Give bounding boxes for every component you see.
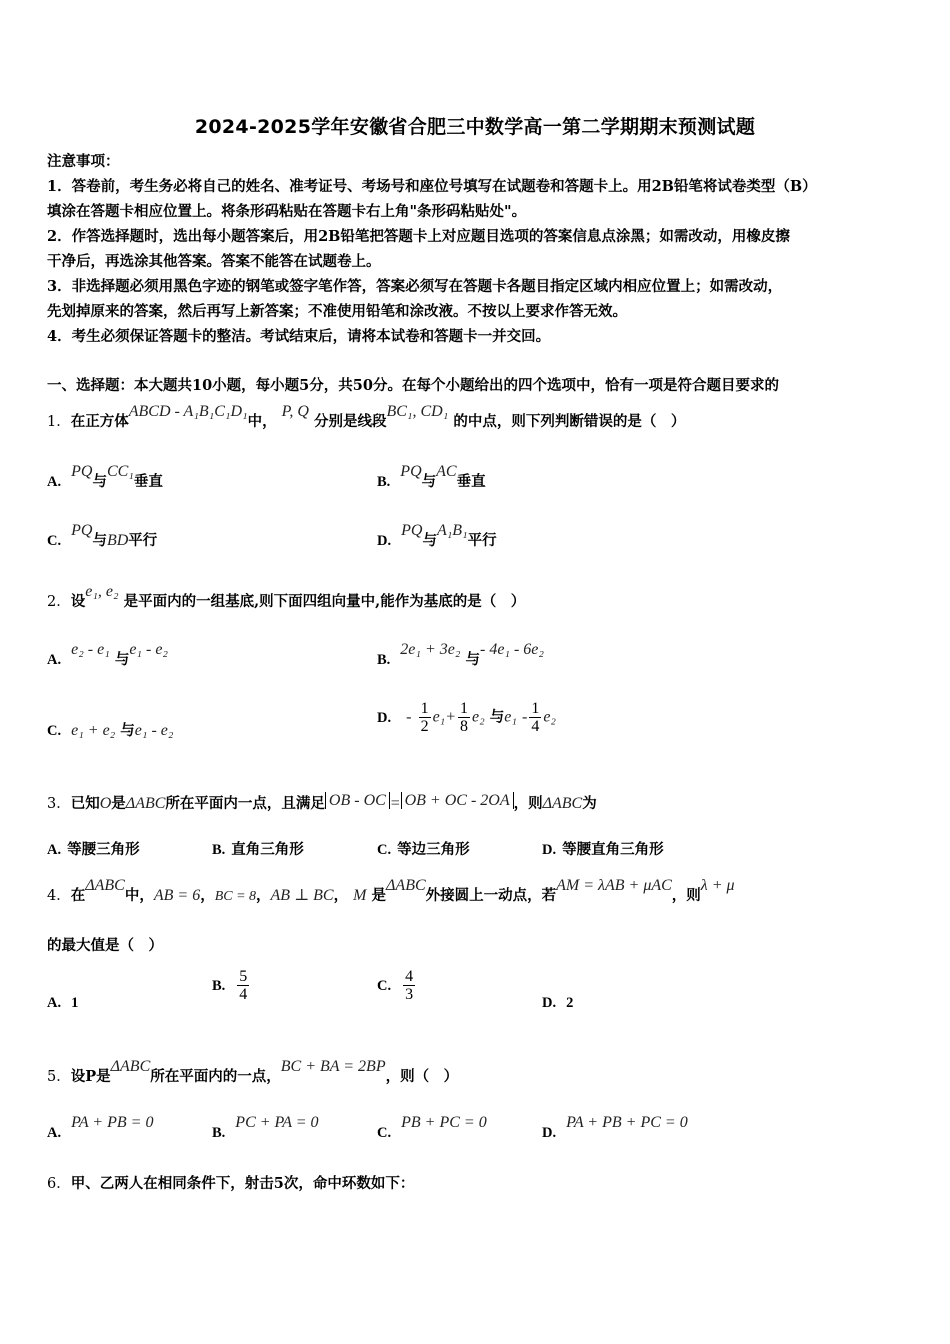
question-4 [47, 877, 735, 905]
math-expr: e₁ [432, 708, 446, 726]
option-label: B. [212, 977, 226, 994]
option-label: A. [47, 842, 62, 858]
question-text: ，则 [513, 795, 543, 812]
math-expr: PB + PC = 0 [401, 1114, 487, 1131]
option-text: 与 [489, 708, 505, 726]
question-number: 5． [47, 1069, 71, 1085]
option-b [212, 968, 251, 1003]
option-label: C. [47, 533, 62, 549]
option-label: B. [377, 474, 391, 490]
math-expr: PQ [400, 463, 422, 480]
math-expr: e₂ [472, 708, 485, 726]
option-label: D. [542, 1125, 557, 1141]
math-expr: CC₁ [106, 463, 134, 480]
question-text: ， [333, 887, 349, 904]
fraction [529, 700, 541, 735]
option-a [47, 463, 163, 491]
option-text: 与 [120, 722, 135, 739]
numerator: 5 [239, 968, 248, 985]
question-number: 4． [47, 888, 71, 904]
question-text: 所在平面内的一点， [150, 1068, 281, 1085]
option-a [47, 641, 168, 669]
question-4-continued [47, 934, 163, 955]
option-text: 与 [465, 651, 480, 668]
option-text: 与 [422, 532, 437, 549]
numerator: 1 [420, 700, 429, 717]
option-d [542, 838, 664, 859]
option-label: B. [212, 1125, 226, 1141]
numerator: 4 [405, 968, 414, 985]
option-b [377, 641, 544, 669]
minus-sign: - [522, 708, 528, 726]
math-equals: = [389, 795, 401, 812]
math-expr: ΔABC [386, 877, 426, 894]
option-c [47, 522, 158, 550]
math-expr: O [99, 795, 112, 812]
option-label: A. [47, 474, 62, 490]
question-text: 设P是 [70, 1068, 111, 1085]
question-text: 分别是线段 [313, 413, 387, 430]
option-d [377, 700, 556, 735]
question-text: 的最大值是（ ） [47, 937, 163, 954]
question-text: 外接圆上一动点，若 [425, 887, 557, 904]
question-number: 6． [47, 1176, 71, 1192]
math-abs-expr: OB + OC - 2OA [401, 792, 514, 809]
question-text: 已知 [70, 795, 100, 812]
question-5 [47, 1058, 459, 1086]
option-c [377, 968, 417, 1003]
question-text: 甲、乙两人在相同条件下，射击5次，命中环数如下： [70, 1175, 415, 1192]
option-b [377, 463, 486, 491]
option-text: 2 [566, 995, 574, 1011]
math-expr: PA + PB = 0 [71, 1114, 154, 1131]
option-label: C. [377, 842, 392, 858]
option-b [212, 1114, 319, 1142]
option-label: A. [47, 995, 62, 1011]
option-c [377, 1114, 487, 1142]
math-expr: e₁ - e₂ [129, 641, 168, 658]
option-label: D. [377, 533, 392, 549]
option-text: 平行 [128, 532, 158, 549]
question-text: 中， [247, 413, 277, 430]
question-text: 是平面内的一组基底,则下面四组向量中,能作为基底的是（ ） [123, 593, 526, 610]
option-text: 直角三角形 [231, 841, 304, 858]
question-text: ，则 [671, 887, 701, 904]
option-text: 平行 [467, 532, 497, 549]
option-label: D. [542, 842, 557, 858]
notes-heading: 注意事项： [47, 153, 120, 170]
option-c [47, 719, 173, 740]
math-expr: PC + PA = 0 [235, 1114, 319, 1131]
notes-line: 4．考生必须保证答题卡的整洁。考试结束后，请将本试卷和答题卡一并交回。 [47, 328, 551, 345]
math-expr: BC = 8 [214, 889, 257, 904]
question-1 [47, 403, 686, 431]
question-text: 在正方体 [70, 413, 129, 430]
page-title: 2024-2025学年安徽省合肥三中数学高一第二学期期末预测试题 [194, 116, 756, 138]
math-expr: BD [106, 532, 129, 549]
question-text: 所在平面内一点，且满足 [165, 795, 325, 812]
question-text: ， [200, 887, 215, 904]
question-text: 为 [582, 795, 597, 812]
option-label: A. [47, 1125, 62, 1141]
option-text: 1 [71, 995, 79, 1011]
math-expr: BC₁, CD₁ [386, 403, 449, 420]
question-number: 3． [47, 796, 71, 812]
math-expr: AC [436, 463, 457, 480]
option-text: 等腰三角形 [67, 841, 140, 858]
math-expr: ΔABC [125, 795, 166, 812]
fraction [403, 968, 415, 1003]
math-expr: ΔABC [542, 795, 583, 812]
notes-line: 先划掉原来的答案，然后再写上新答案；不准使用铅笔和涂改液。不按以上要求作答无效。 [47, 303, 627, 320]
math-expr: ΔABC [110, 1058, 151, 1075]
denominator: 2 [420, 718, 429, 735]
option-text: 与 [92, 473, 107, 490]
math-expr: e₁ - e₂ [134, 722, 174, 739]
option-text: 与 [114, 651, 130, 668]
fraction [458, 700, 470, 735]
math-expr: M [353, 887, 367, 904]
option-label: D. [542, 995, 557, 1011]
notes-line: 1．答卷前，考生务必将自己的姓名、准考证号、考场号和座位号填写在试题卷和答题卡上。用2B铅笔将试卷类型（B） [47, 178, 817, 195]
math-expr: PA + PB + PC = 0 [566, 1114, 688, 1131]
math-expr: e₁ + e₂ [71, 722, 116, 739]
math-abs-expr: OB - OC [325, 792, 390, 809]
plus-sign: + [445, 708, 457, 726]
question-text: ，则（ ） [385, 1068, 459, 1085]
option-text: 与 [421, 473, 437, 490]
option-d [542, 994, 573, 1012]
notes-line: 干净后，再选涂其他答案。答案不能答在试题卷上。 [47, 253, 381, 270]
math-expr: 2e₁ + 3e₂ [400, 641, 461, 658]
section-heading: 一、选择题：本大题共10小题，每小题5分，共50分。在每个小题给出的四个选项中，恰有一项是符合题目要求的 [47, 377, 779, 394]
math-expr: P, Q [281, 403, 309, 420]
option-d [377, 522, 497, 550]
math-expr: AM = λAB + μAC [556, 877, 672, 894]
option-text: 等边三角形 [397, 841, 470, 858]
option-text: 等腰直角三角形 [562, 841, 664, 858]
math-expr: λ + μ [700, 877, 735, 894]
math-expr: - 4e₁ - 6e₂ [479, 641, 544, 658]
math-expr: e₂ [543, 708, 556, 726]
option-a [47, 1114, 154, 1142]
question-text: 在 [70, 887, 86, 904]
question-text: ， [256, 887, 271, 904]
option-a [47, 838, 140, 859]
notes-line: 2．作答选择题时，选出每小题答案后，用2B铅笔把答题卡上对应题目选项的答案信息点涂黑；如需改动，用橡皮擦 [47, 228, 790, 245]
numerator: 1 [460, 700, 469, 717]
option-label: C. [47, 723, 62, 739]
question-text: 是 [111, 795, 126, 812]
math-expr: BC + BA = 2BP [280, 1058, 386, 1075]
math-expr: e₂ - e₁ [71, 641, 110, 658]
question-number: 1． [47, 414, 71, 430]
notes-line: 3．非选择题必须用黑色字迹的钢笔或签字笔作答，答案必须写在答题卡各题目指定区域内相应位置上；如需改动， [47, 278, 783, 295]
math-expr: AB ⊥ BC [270, 887, 334, 904]
minus-sign: - [406, 708, 412, 726]
option-c [377, 838, 470, 859]
option-label: C. [377, 1125, 392, 1141]
question-number: 2． [47, 594, 71, 610]
denominator: 4 [239, 986, 248, 1003]
math-expr: PQ [71, 463, 93, 480]
option-text: 与 [92, 532, 107, 549]
option-label: B. [377, 652, 391, 668]
option-d [542, 1114, 688, 1142]
denominator: 3 [405, 986, 414, 1003]
question-text: 是 [371, 887, 387, 904]
question-3 [47, 792, 597, 813]
math-expr: ABCD - A₁B₁C₁D₁ [128, 403, 248, 420]
question-text: 的中点，则下列判断错误的是（ ） [453, 413, 686, 430]
option-label: D. [377, 709, 392, 726]
numerator: 1 [531, 700, 540, 717]
math-expr: PQ [401, 522, 423, 539]
fraction [237, 968, 249, 1003]
question-text: 设 [70, 593, 86, 610]
math-expr: A₁B₁ [436, 522, 468, 539]
math-expr: e₁, e₂ [85, 583, 119, 600]
math-expr: AB = 6 [153, 887, 201, 904]
option-a [47, 994, 78, 1012]
denominator: 4 [531, 718, 540, 735]
math-expr: PQ [71, 522, 93, 539]
question-2 [47, 583, 526, 611]
option-label: B. [212, 842, 226, 858]
option-b [212, 838, 304, 859]
denominator: 8 [460, 718, 469, 735]
option-label: A. [47, 652, 62, 668]
question-text: 中， [124, 887, 154, 904]
option-text: 垂直 [133, 473, 163, 490]
option-label: C. [377, 977, 392, 994]
math-expr: e₁ [504, 708, 517, 726]
option-text: 垂直 [456, 473, 486, 490]
question-6 [47, 1172, 414, 1193]
math-expr: ΔABC [85, 877, 125, 894]
fraction [419, 700, 431, 735]
notes-line: 填涂在答题卡相应位置上。将条形码粘贴在答题卡右上角"条形码粘贴处"。 [47, 203, 527, 220]
